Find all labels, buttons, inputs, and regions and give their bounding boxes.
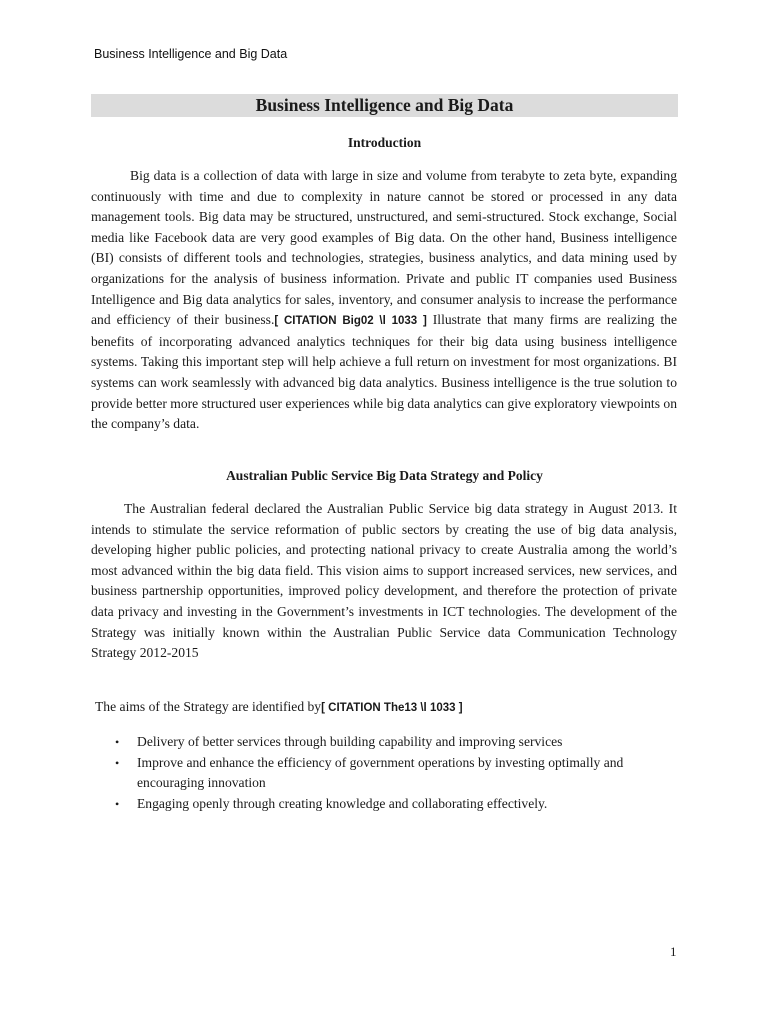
- bullet-icon: •: [115, 796, 120, 811]
- section-heading-strategy: Australian Public Service Big Data Strategy and Policy: [226, 468, 543, 483]
- bullet-icon: •: [115, 735, 120, 749]
- running-header: Business Intelligence and Big Data: [94, 47, 288, 61]
- introduction-text-part1: Big data is a collection of data with large in size and volume from terabyte to zeta byte, expanding continuously with time and due to complexity in nature cannot be stored or processed in any data management tools. Big data may be structured, unstructured, and semi-structured. Stock exchange, Social media like Facebook data are very good examples of Big data. On the other hand, Business intelligence (BI) consists of different tools and technologies, strategies, business analytics, and data mining used by organizations for the analysis of business information. Private and public IT companies used Business Intelligence and Big data analytics for sales, inventory, and consumer analysis to increase the performance and efficiency of their business.: [91, 168, 677, 328]
- document-title: Business Intelligence and Big Data: [91, 94, 678, 117]
- citation-big02: [ CITATION Big02 \l 1033 ]: [274, 315, 427, 328]
- aims-intro-text: The aims of the Strategy are identified by: [95, 699, 322, 714]
- strategy-paragraph: The Australian federal declared the Australian Public Service big data strategy in August 2013. It intends to stimulate the service reformation of public sectors by creating the use of big data analysis, developing higher public policies, and protecting national privacy to create Australia among the world’s most advanced within the big data field. This vision aims to support increased services, new services, and business partnership opportunities, improved policy development, and therefore the protection of private data privacy and investing in the Government’s investments in ICT technologies. The development of the Strategy was initially known within the Australian Public Service data Communication Technology Strategy 2012-2015: [91, 501, 677, 661]
- list-item: [113, 794, 678, 815]
- list-item: [113, 732, 678, 753]
- citation-the13: [ CITATION The13 \l 1033 ]: [321, 702, 463, 714]
- bullet-icon: •: [115, 755, 120, 770]
- page-number: 1: [670, 944, 677, 959]
- bullet-text: Improve and enhance the efficiency of government operations by investing optimally and encouraging innovation: [137, 754, 624, 791]
- introduction-paragraph: [91, 166, 677, 435]
- aims-bullet-list: [113, 732, 678, 814]
- introduction-text-part2: Illustrate that many firms are realizing the benefits of incorporating advanced analytics techniques for their big data using business intelligence systems. Taking this important step will help achieve a full return on investment for most organizations. BI systems can work seamlessly with advanced big data analytics. Business intelligence is the true solution to provide better more structured user experiences while big data analytics can give exploratory viewpoints on the company’s data.: [91, 312, 677, 432]
- bullet-text: Delivery of better services through building capability and improving services: [137, 734, 563, 749]
- aims-intro-line: [95, 697, 463, 719]
- section-heading-introduction: Introduction: [347, 135, 422, 150]
- list-item: [113, 753, 678, 794]
- bullet-text: Engaging openly through creating knowledge and collaborating effectively.: [137, 795, 548, 811]
